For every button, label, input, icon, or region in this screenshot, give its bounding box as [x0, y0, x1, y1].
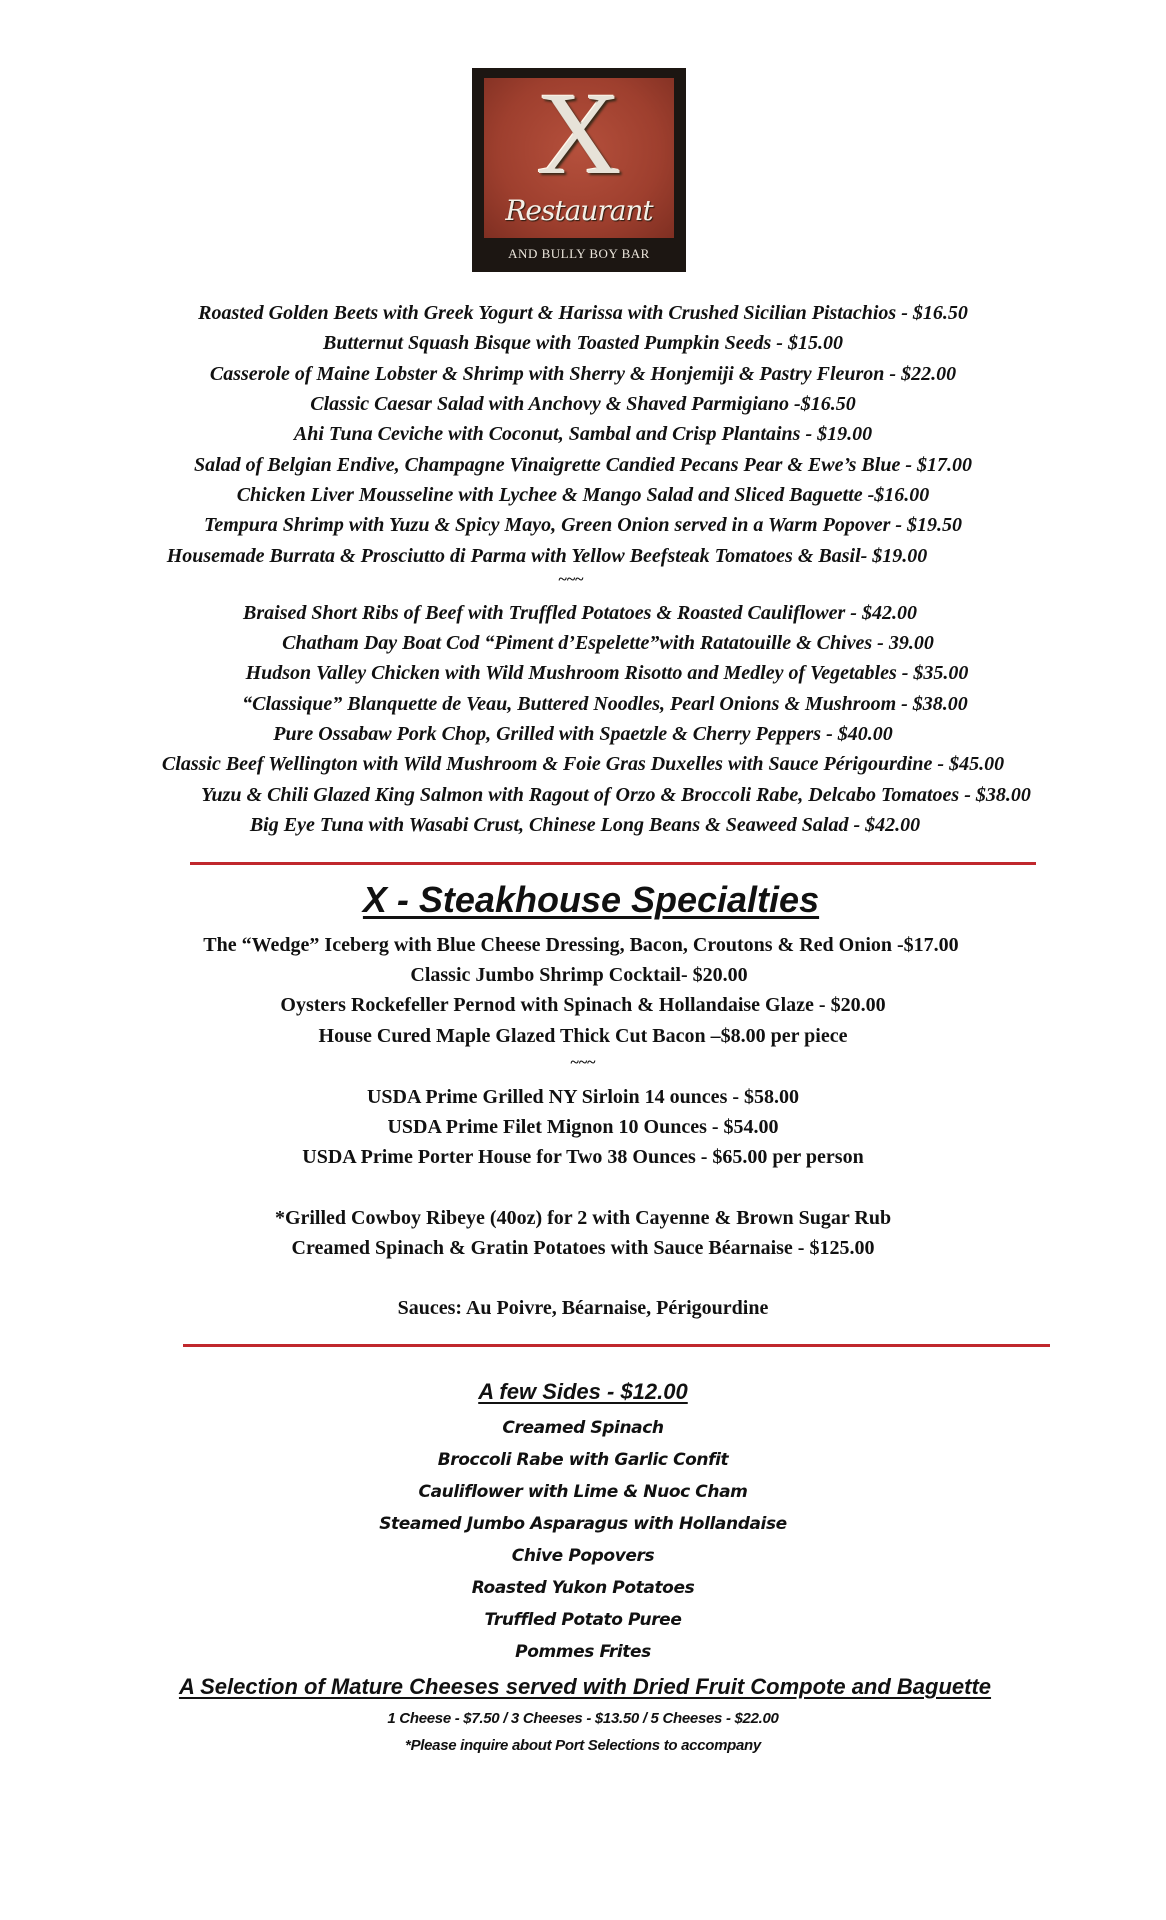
steakhouse-appetizer: Classic Jumbo Shrimp Cocktail- $20.00 — [410, 964, 748, 986]
restaurant-logo — [472, 68, 686, 272]
main-item: Chatham Day Boat Cod “Piment d’Espelette”with Ratatouille & Chives - 39.00 — [282, 632, 934, 654]
side-item: Chive Popovers — [511, 1546, 655, 1566]
divider-line — [183, 1344, 1050, 1347]
main-item: “Classique” Blanquette de Veau, Buttered Noodles, Pearl Onions & Mushroom - $38.00 — [242, 693, 968, 715]
starter-item: Tempura Shrimp with Yuzu & Spicy Mayo, Green Onion served in a Warm Popover - $19.50 — [203, 514, 963, 536]
main-item: Pure Ossabaw Pork Chop, Grilled with Spaetzle & Cherry Peppers - $40.00 — [273, 723, 893, 745]
main-item: Big Eye Tuna with Wasabi Crust, Chinese Long Beans & Seaweed Salad - $42.00 — [249, 814, 921, 836]
cheese-prices: 1 Cheese - $7.50 / 3 Cheeses - $13.50 / 5 Cheeses - $22.00 — [387, 1710, 779, 1727]
side-item: Broccoli Rabe with Garlic Confit — [437, 1450, 729, 1470]
steakhouse-appetizer: Oysters Rockefeller Pernod with Spinach & Hollandaise Glaze - $20.00 — [280, 994, 886, 1016]
side-item: Creamed Spinach — [502, 1418, 664, 1438]
steak-item: USDA Prime Porter House for Two 38 Ounces - $65.00 per person — [302, 1146, 864, 1168]
logo-x-letter: X — [536, 82, 622, 186]
ribeye-item: *Grilled Cowboy Ribeye (40oz) for 2 with Cayenne & Brown Sugar Rub — [274, 1207, 892, 1229]
starter-item: Butternut Squash Bisque with Toasted Pumpkin Seeds - $15.00 — [323, 332, 843, 354]
steak-item: USDA Prime Grilled NY Sirloin 14 ounces - $58.00 — [366, 1086, 800, 1108]
starter-item: Classic Caesar Salad with Anchovy & Shaved Parmigiano -$16.50 — [310, 393, 856, 415]
sides-heading: A few Sides - $12.00 — [478, 1379, 688, 1404]
ribeye-item: Creamed Spinach & Gratin Potatoes with Sauce Béarnaise - $125.00 — [291, 1237, 875, 1259]
section-separator: ~~~ — [558, 571, 584, 588]
steakhouse-appetizer: The “Wedge” Iceberg with Blue Cheese Dressing, Bacon, Croutons & Red Onion -$17.00 — [203, 934, 959, 956]
port-note: *Please inquire about Port Selections to accompany — [405, 1737, 761, 1754]
side-item: Truffled Potato Puree — [484, 1610, 682, 1630]
starter-item: Casserole of Maine Lobster & Shrimp with Sherry & Honjemiji & Pastry Fleuron - $22.00 — [209, 363, 957, 385]
logo-red-panel — [484, 78, 674, 238]
side-item: Steamed Jumbo Asparagus with Hollandaise — [379, 1514, 787, 1534]
side-item: Roasted Yukon Potatoes — [471, 1578, 695, 1598]
starter-item: Chicken Liver Mousseline with Lychee & Mango Salad and Sliced Baguette -$16.00 — [236, 484, 930, 506]
side-item: Pommes Frites — [515, 1642, 651, 1662]
starter-item: Housemade Burrata & Prosciutto di Parma with Yellow Beefsteak Tomatoes & Basil- $19.00 — [166, 545, 928, 567]
logo-tagline: AND BULLY BOY BAR — [508, 246, 650, 261]
cheese-heading: A Selection of Mature Cheeses served with Dried Fruit Compote and Baguette — [178, 1674, 992, 1699]
main-item: Braised Short Ribs of Beef with Truffled Potatoes & Roasted Cauliflower - $42.00 — [243, 602, 917, 624]
starter-item: Ahi Tuna Ceviche with Coconut, Sambal and Crisp Plantains - $19.00 — [293, 423, 873, 445]
steakhouse-heading: X - Steakhouse Specialties — [362, 879, 820, 920]
divider-line — [190, 862, 1036, 865]
starter-item: Salad of Belgian Endive, Champagne Vinaigrette Candied Pecans Pear & Ewe’s Blue - $17.00 — [194, 454, 972, 476]
steakhouse-appetizer: House Cured Maple Glazed Thick Cut Bacon –$8.00 per piece — [318, 1025, 848, 1047]
section-separator: ~~~ — [570, 1054, 596, 1071]
main-item: Classic Beef Wellington with Wild Mushroom & Foie Gras Duxelles with Sauce Périgourdine - $45.00 — [161, 753, 1005, 775]
sauces-line: Sauces: Au Poivre, Béarnaise, Périgourdine — [397, 1297, 769, 1319]
logo-script-text: Restaurant — [505, 194, 653, 227]
main-item: Yuzu & Chili Glazed King Salmon with Ragout of Orzo & Broccoli Rabe, Delcabo Tomatoes - $38.00 — [201, 784, 1031, 806]
steak-item: USDA Prime Filet Mignon 10 Ounces - $54.00 — [387, 1116, 779, 1138]
starter-item: Roasted Golden Beets with Greek Yogurt & Harissa with Crushed Sicilian Pistachios - $16.50 — [198, 302, 968, 324]
side-item: Cauliflower with Lime & Nuoc Cham — [418, 1482, 748, 1502]
main-item: Hudson Valley Chicken with Wild Mushroom Risotto and Medley of Vegetables - $35.00 — [245, 662, 969, 684]
